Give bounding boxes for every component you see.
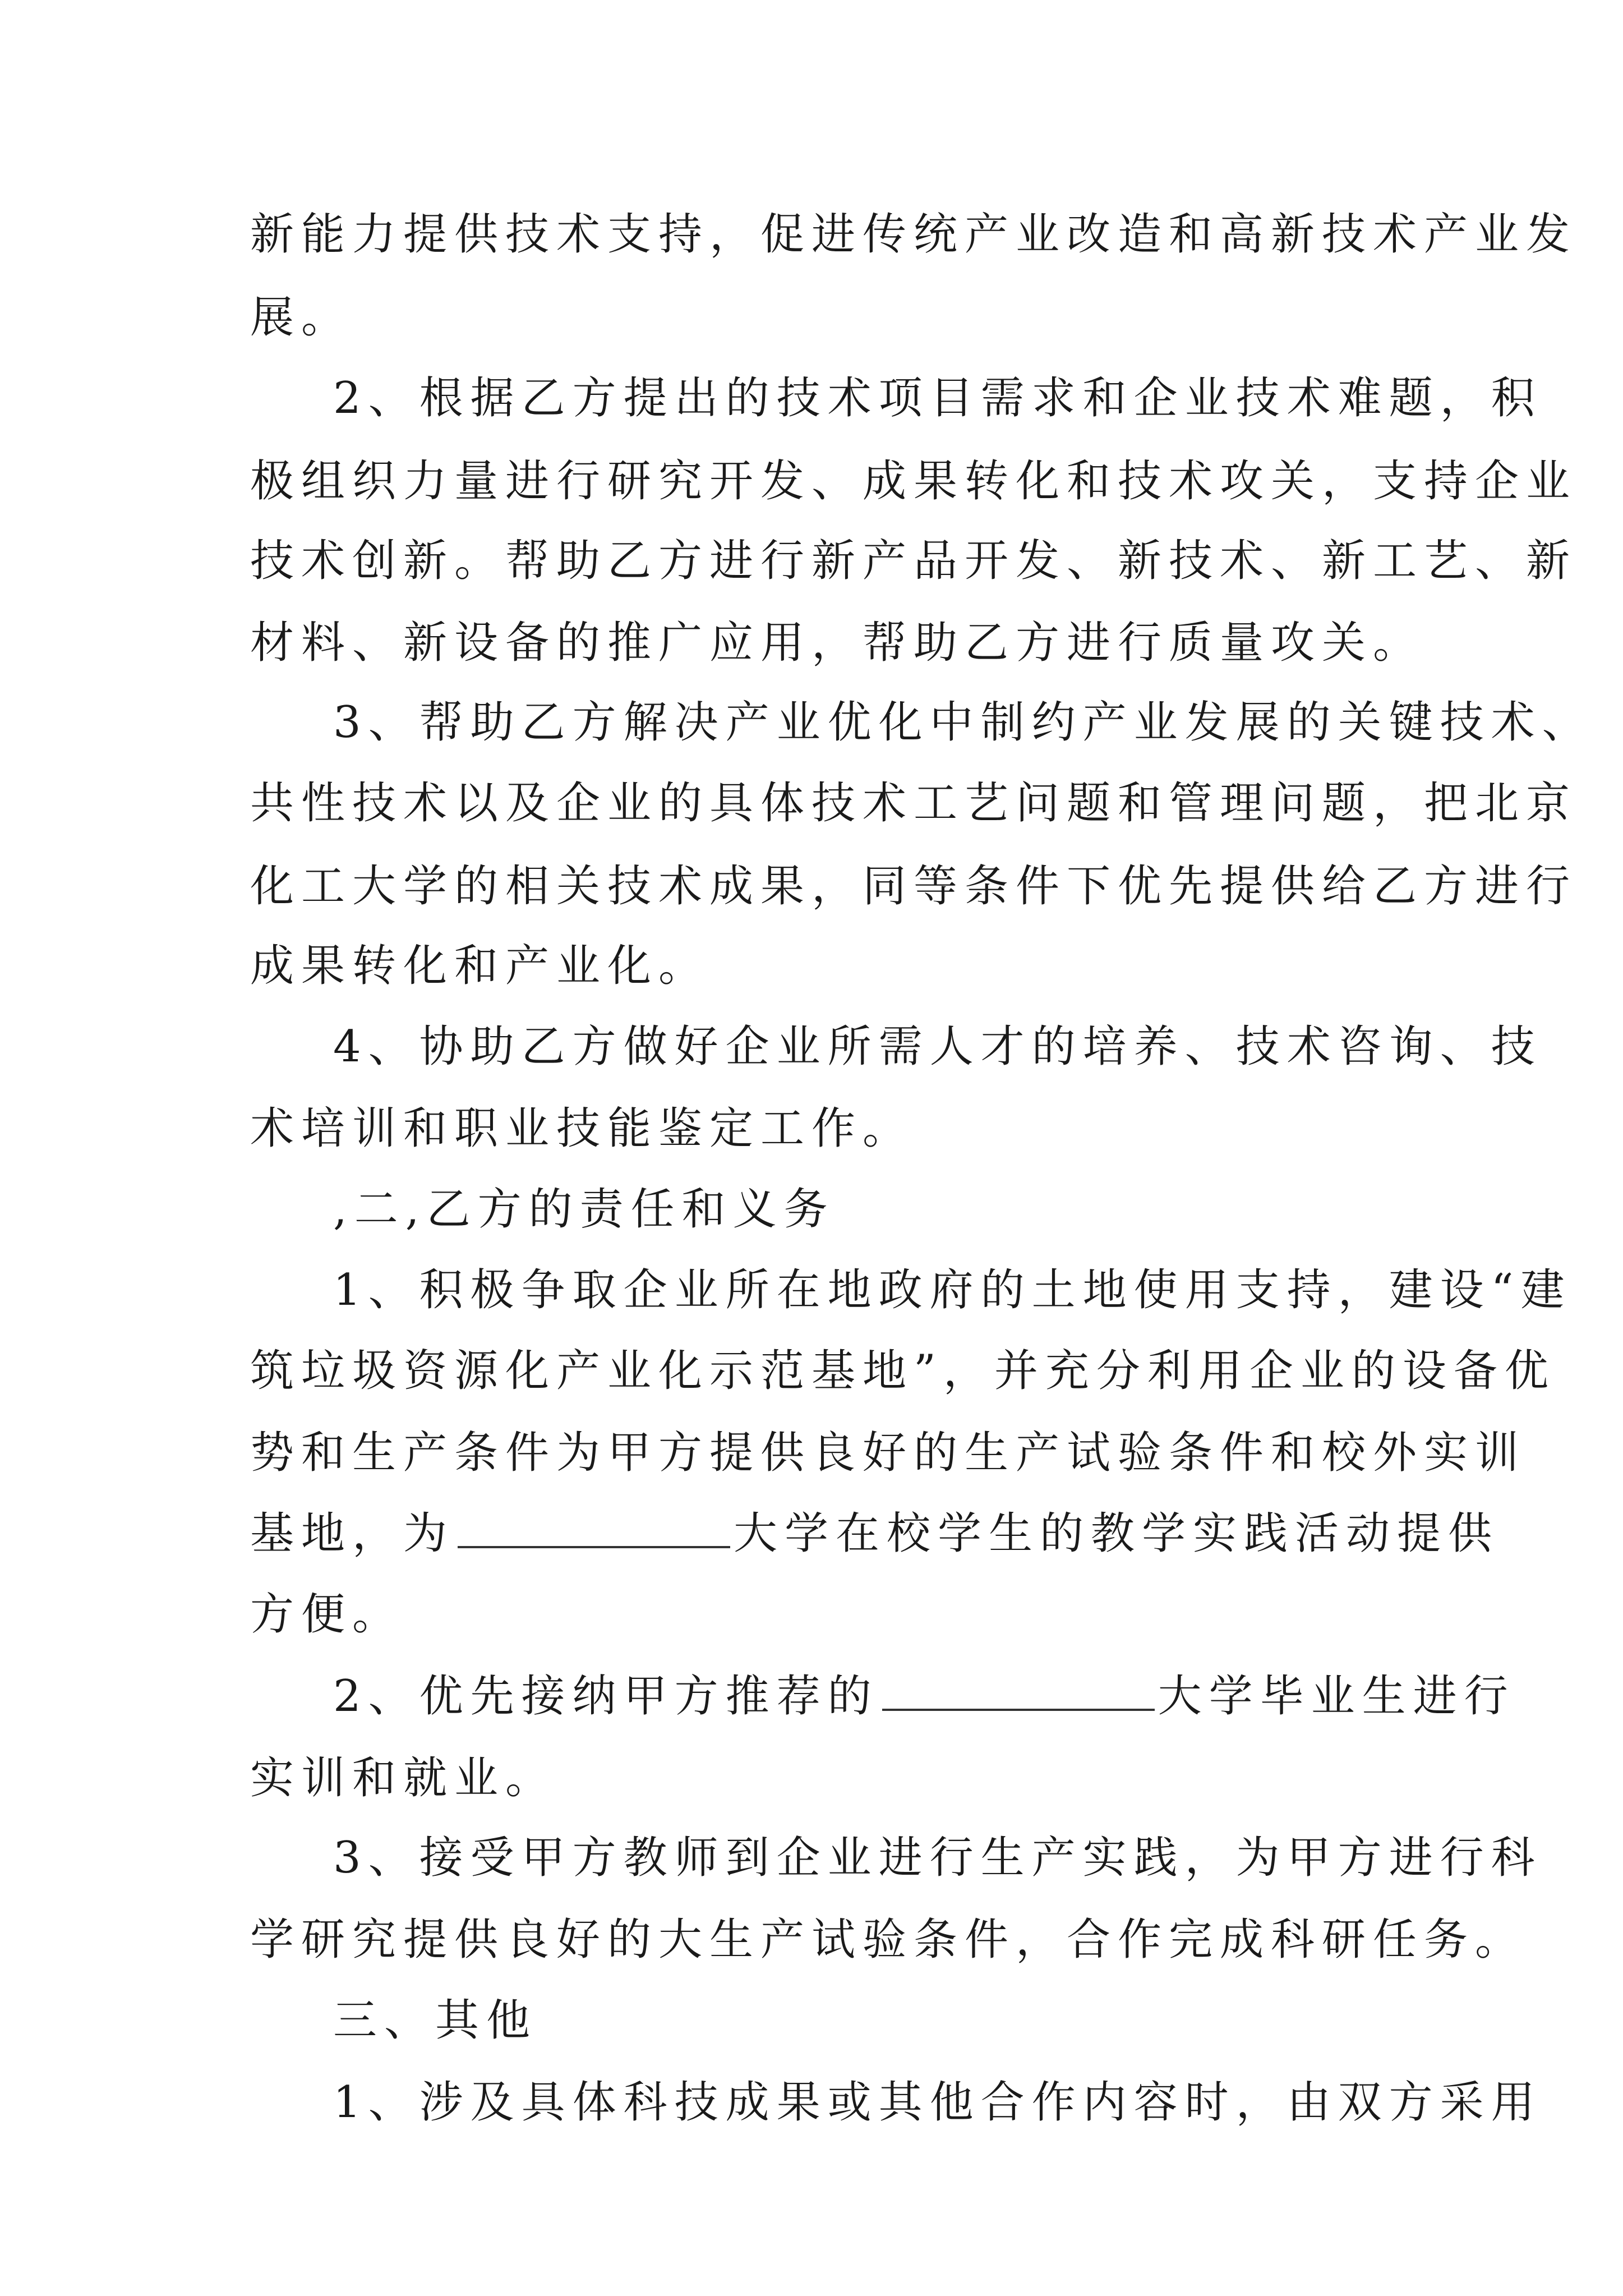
text-line: 实训和就业。 bbox=[250, 1753, 557, 1803]
text-line: 3、接受甲方教师到企业进行生产实践，为甲方进行科 bbox=[333, 1833, 1542, 1883]
section-heading: 三、其他 bbox=[333, 1995, 538, 2046]
text-line: 1、涉及具体科技成果或其他合作内容时，由双方采用 bbox=[333, 2077, 1542, 2128]
text-segment: 2、优先接纳甲方推荐的 bbox=[333, 1671, 879, 1722]
fill-in-blank bbox=[458, 1507, 730, 1548]
text-line bbox=[250, 1506, 1499, 1562]
text-line: 3、帮助乙方解决产业优化中制约产业发展的关键技术、 bbox=[333, 697, 1593, 748]
fill-in-blank bbox=[882, 1669, 1155, 1711]
text-line: 技术创新。帮助乙方进行新产品开发、新技术、新工艺、新 bbox=[250, 536, 1578, 586]
text-segment: 大学毕业生进行 bbox=[1158, 1671, 1515, 1722]
text-line: 术培训和职业技能鉴定工作。 bbox=[250, 1103, 914, 1154]
text-line bbox=[333, 1668, 1515, 1724]
text-line: 材料、新设备的推广应用，帮助乙方进行质量攻关。 bbox=[250, 618, 1424, 668]
text-line: 1、积极争取企业所在地政府的土地使用支持，建设“建 bbox=[333, 1265, 1572, 1315]
text-line: 4、协助乙方做好企业所需人才的培养、技术咨询、技 bbox=[333, 1022, 1542, 1072]
text-line: 展。 bbox=[250, 292, 353, 343]
text-line: 共性技术以及企业的具体技术工艺问题和管理问题，把北京 bbox=[250, 778, 1578, 829]
section-heading: ,二,乙方的责任和义务 bbox=[333, 1184, 835, 1235]
text-segment: 大学在校学生的教学实践活动提供 bbox=[734, 1508, 1500, 1559]
text-line: 2、根据乙方提出的技术项目需求和企业技术难题，积 bbox=[333, 373, 1542, 424]
text-line: 化工大学的相关技术成果，同等条件下优先提供给乙方进行 bbox=[250, 861, 1578, 912]
text-line: 极组织力量进行研究开发、成果转化和技术攻关，支持企业 bbox=[250, 456, 1578, 507]
text-segment: 基地，为 bbox=[250, 1508, 455, 1559]
text-line: 新能力提供技术支持，促进传统产业改造和高新技术产业发 bbox=[250, 209, 1578, 260]
text-line: 势和生产条件为甲方提供良好的生产试验条件和校外实训 bbox=[250, 1428, 1527, 1478]
text-line: 学研究提供良好的大生产试验条件，合作完成科研任务。 bbox=[250, 1915, 1527, 1965]
text-line: 方便。 bbox=[250, 1589, 404, 1640]
text-line: 筑垃圾资源化产业化示范基地”，并充分利用企业的设备优 bbox=[250, 1346, 1556, 1396]
text-line: 成果转化和产业化。 bbox=[250, 941, 710, 991]
